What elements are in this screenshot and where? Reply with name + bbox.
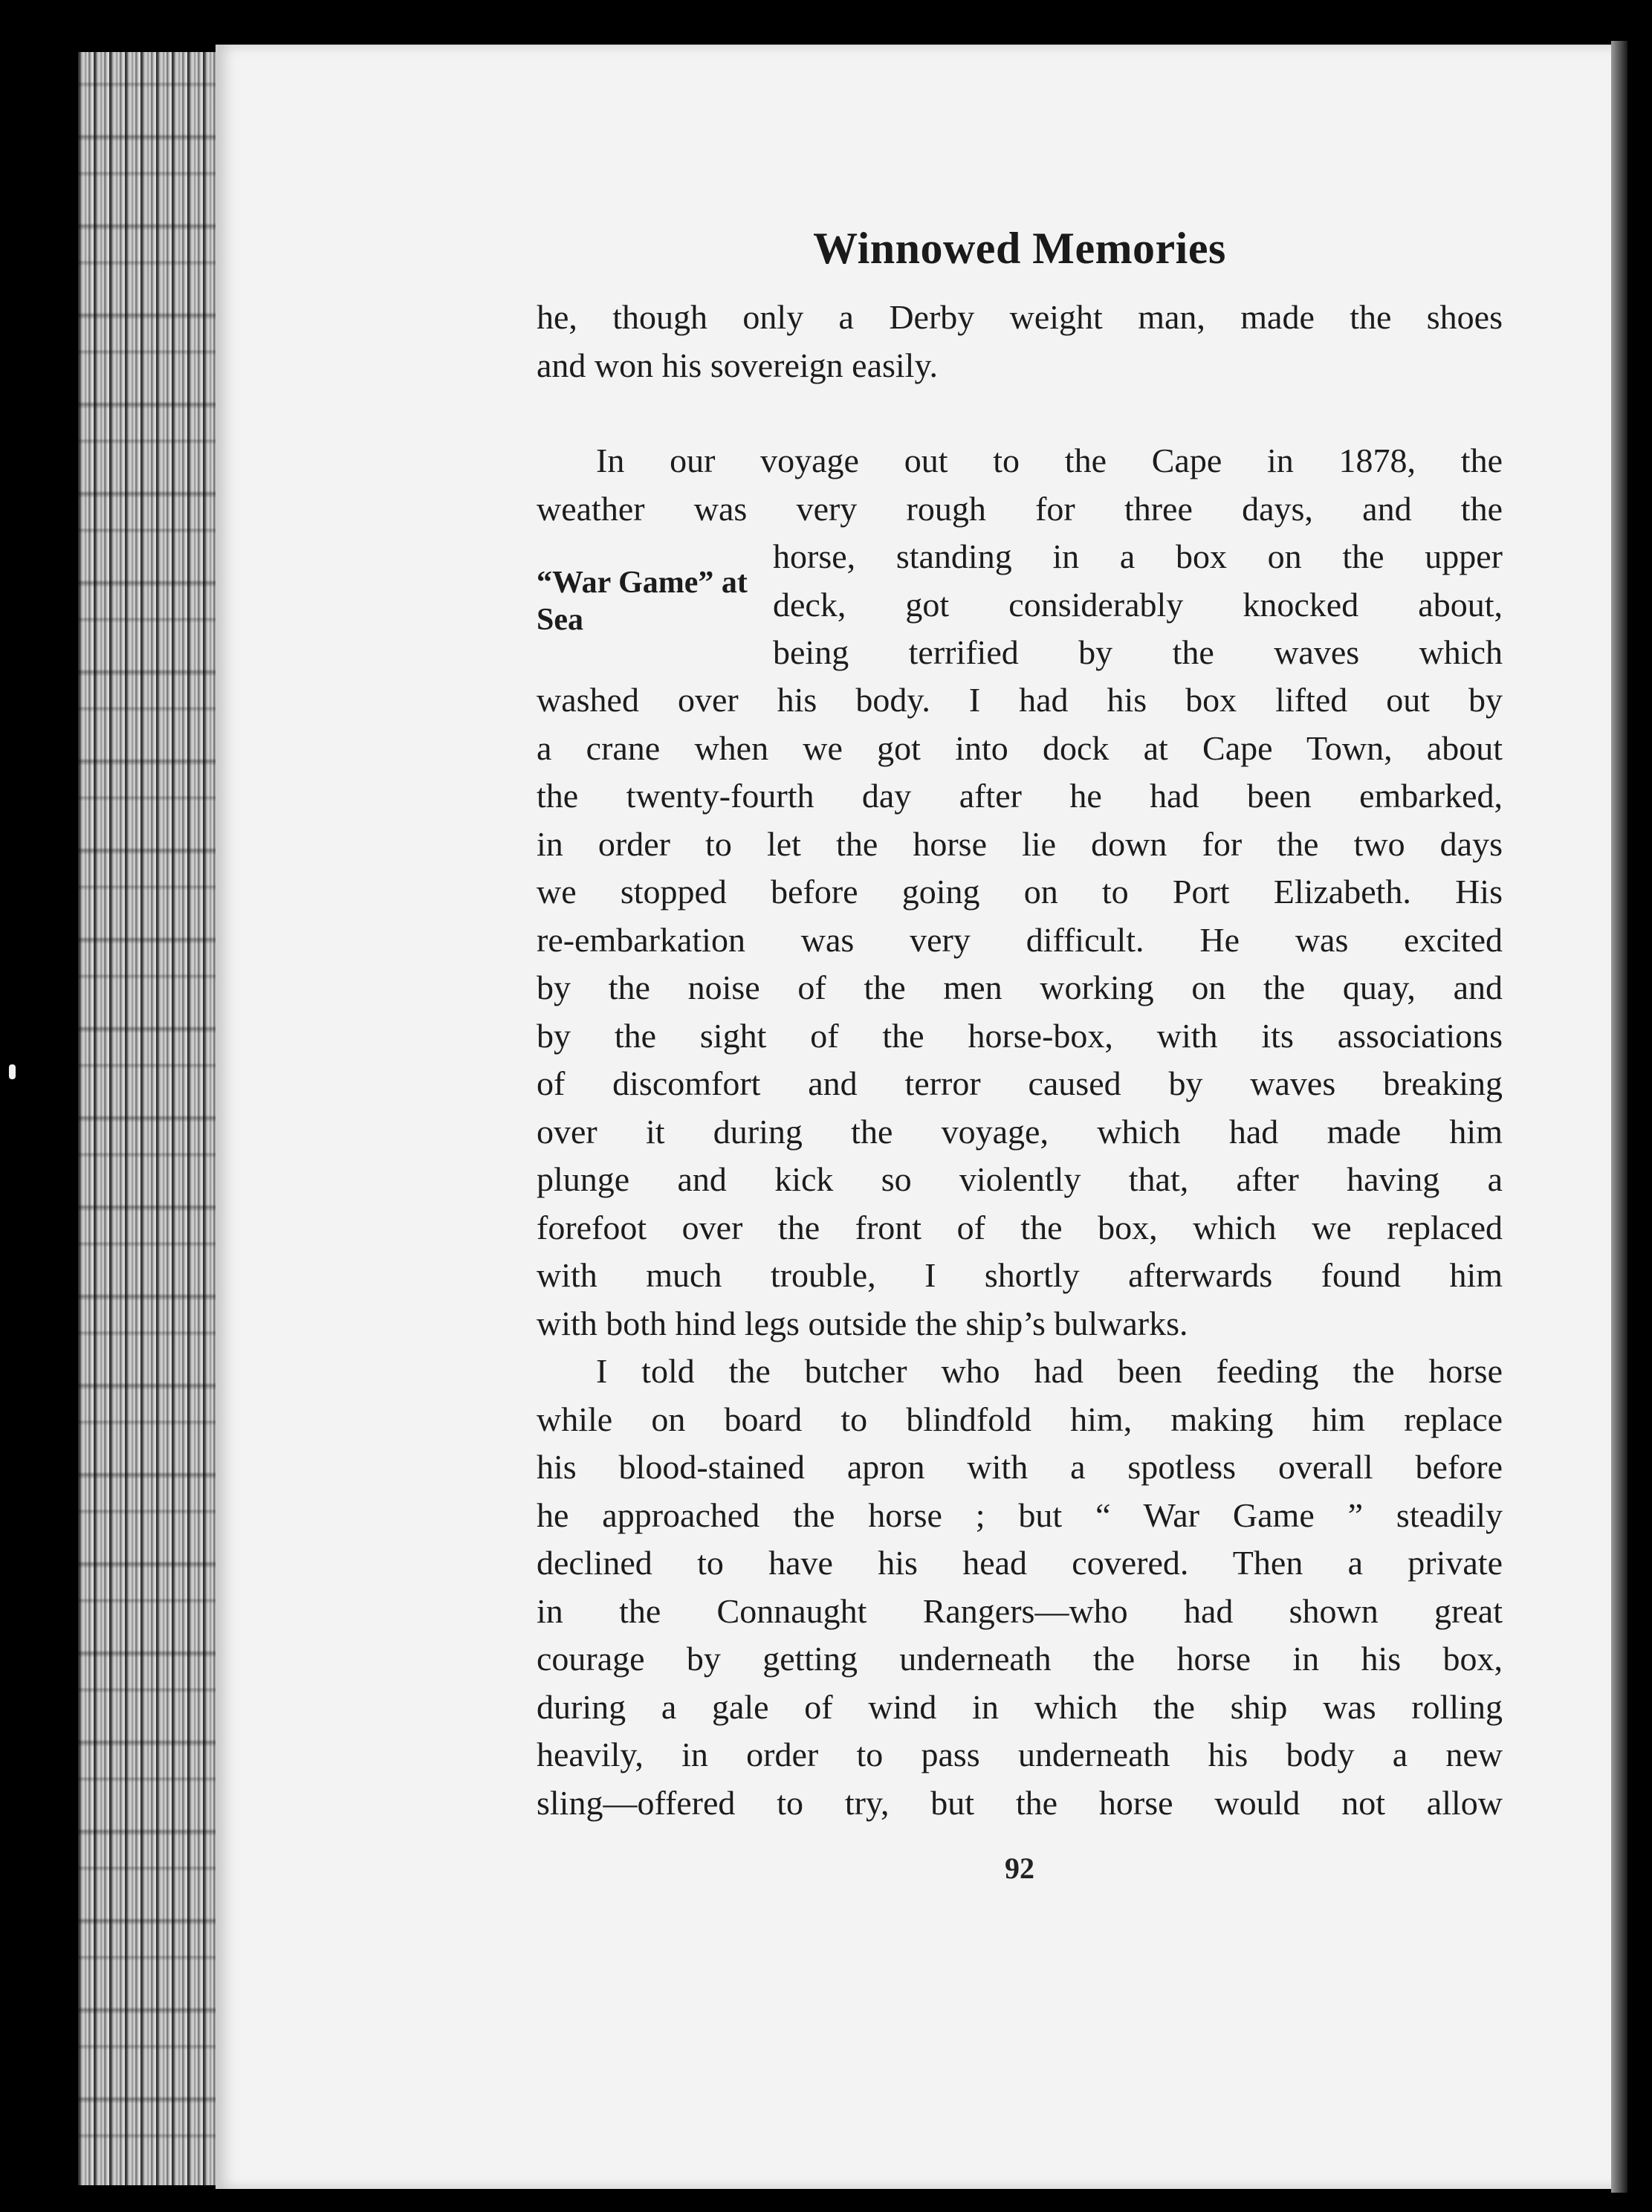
- text-line: courage by getting underneath the horse in his box,: [537, 1640, 1503, 1678]
- text-line: during a gale of wind in which the ship was rolling: [537, 1687, 1503, 1726]
- text-line: heavily, in order to pass underneath his body a new: [537, 1736, 1503, 1773]
- text-line: by the noise of the men working on the quay, and: [537, 968, 1503, 1006]
- text-line: while on board to blindfold him, making him replace: [537, 1400, 1503, 1438]
- text-line: washed over his body. I had his box lifted out by: [537, 681, 1503, 719]
- paragraph-3: [537, 1348, 1503, 1827]
- paragraph-1: [537, 294, 1503, 389]
- text-line: the twenty-fourth day after he had been embarked,: [537, 777, 1503, 815]
- running-head: Winnowed Memories: [813, 224, 1226, 273]
- text-line: in the Connaught Rangers—who had shown great: [537, 1591, 1503, 1630]
- text-line: sling—offered to try, but the horse would not allow: [537, 1783, 1503, 1822]
- text-line: declined to have his head covered. Then a private: [537, 1544, 1503, 1582]
- text-line: in order to let the horse lie down for the two days: [537, 824, 1503, 863]
- text-line: he, though only a Derby weight man, made the shoes: [537, 298, 1503, 336]
- body-text: [537, 294, 1503, 1827]
- text-line: of discomfort and terror caused by waves breaking: [537, 1064, 1503, 1102]
- text-line: weather was very rough for three days, and the: [537, 489, 1503, 528]
- lines-beside-note: [773, 533, 1503, 677]
- text-line: by the sight of the horse-box, with its associations: [537, 1016, 1503, 1055]
- text-line: with much trouble, I shortly afterwards found him: [537, 1256, 1503, 1294]
- text-line: and won his sovereign easily.: [537, 346, 938, 384]
- margin-note-block: [537, 533, 1503, 676]
- text-line: with both hind legs outside the ship’s bulwarks.: [537, 1304, 1188, 1342]
- text-line: I told the butcher who had been feeding the horse: [596, 1352, 1503, 1390]
- text-line: horse, standing in a box on the upper: [773, 537, 1503, 575]
- text-line: we stopped before going on to Port Elizabeth. His: [537, 873, 1503, 911]
- text-line: In our voyage out to the Cape in 1878, the: [596, 442, 1503, 479]
- paragraph-2-line: [537, 485, 1503, 534]
- text-line: he approached the horse ; but “ War Game ” steadily: [537, 1495, 1503, 1534]
- text-line: forefoot over the front of the box, which we replaced: [537, 1208, 1503, 1246]
- text-line: deck, got considerably knocked about,: [773, 585, 1503, 624]
- margin-note: “War Game” at Sea: [537, 566, 748, 637]
- text-line: plunge and kick so violently that, after having a: [537, 1160, 1503, 1198]
- text-line: his blood-stained apron with a spotless overall before: [537, 1448, 1503, 1486]
- paragraph-2: [537, 437, 1503, 1348]
- paragraph-2-opening: [537, 437, 1503, 485]
- text-line: over it during the voyage, which had made him: [537, 1112, 1503, 1151]
- text-line: being terrified by the waves which: [773, 633, 1503, 671]
- text-line: re-embarkation was very difficult. He was excited: [537, 920, 1503, 959]
- paragraph-2-continued: [537, 676, 1503, 1348]
- page-right-shadow: [1611, 41, 1627, 2193]
- page-number: 92: [1005, 1852, 1034, 1885]
- text-line: a crane when we got into dock at Cape Town, about: [537, 728, 1503, 767]
- scan-artifact: [9, 1064, 16, 1079]
- book-page-edges: [78, 52, 223, 2185]
